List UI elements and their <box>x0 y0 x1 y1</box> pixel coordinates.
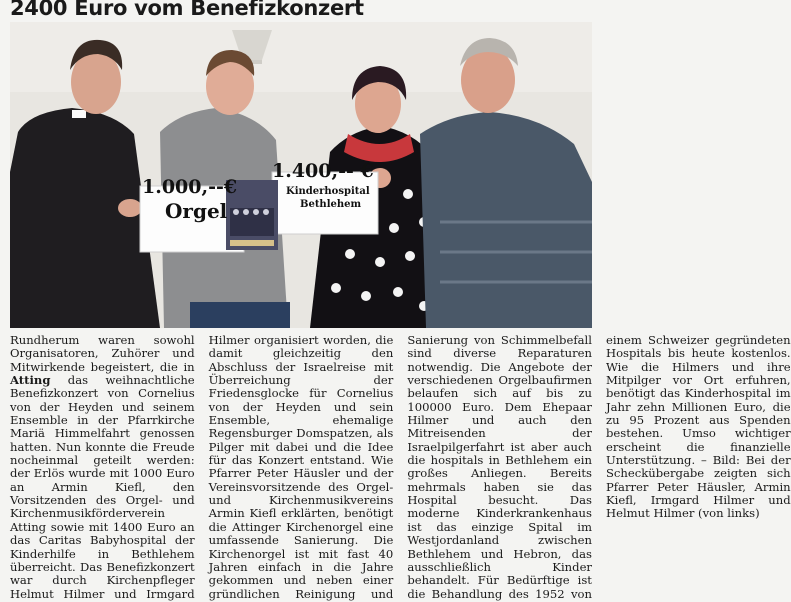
cheque-left-label: Orgel <box>165 199 228 223</box>
headline: 2400 Euro vom Benefizkonzert <box>10 0 364 20</box>
article-text-rest: das weihnachtliche Benefizkonzert von Cornelius von der Heyden und seinem Ensemble in der Pfarrkirche Mariä Himmelfahrt genossen hatten. Nun konnte die Freude nocheinmal geteilt werden: der Erlös wurde mit 1000 Euro an Armin Kiefl, den Vorsitzenden des Orgel- und Kirchenmusikförderverein Atting sowie mit 1400 Euro an das Caritas Babyhospital der Kinderhilfe in Bethlehem überreicht. Das Benefizkonzert war durch Kirchenpfleger Helmut Hilmer und Irmgard Hilmer organisiert worden, die damit gleichzeitig den Abschluss der Israelreise mit Überreichung der Friedensglocke für Cornelius von der Heyden und sein Ensemble, ehemalige Regensburger Domspatzen, als Pilger mit dabei und die Idee für das Konzert entstand. Wie Pfarrer Peter Häusler und der Vereinsvorsitzende des Orgel- und Kirchenmusikvereins Armin Kiefl erklärten, benötigt die Attinger Kirchenorgel eine umfassende Sanierung. Die Kirchenorgel ist mit fast 40 Jahren einfach in die Jahre gekommen und neben einer gründlichen Reinigung und Sanierung von Schimmelbefall sind diverse Reparaturen notwendig. Die Angebote der verschiedenen Orgelbaufirmen belaufen sich auf bis zu 100000 Euro. Dem Ehepaar Hilmer und auch den Mitreisenden der Israelpilgerfahrt ist aber auch die hospitals in Bethlehem ein großes Anliegen. Bereits mehrmals haben sie das Hospital besucht. Das moderne Kinderkrankenhaus ist das einzige Spital im Westjordanland zwischen Bethlehem und Hebron, das ausschließlich Kinder behandelt. Für Bedürftige ist die Behandlung des 1952 von einem Schweizer gegründeten Hospitals bis heute kostenlos. Wie die Hilmers und ihre Mitpilger vor Ort erfuhren, benötigt das Kinderhospital im Jahr zehn Millionen Euro, die zu 95 Prozent aus Spenden bestehen. Umso wichtiger erscheint die finanzielle Unterstützung. – Bild: Bei der Scheckübergabe zeigten sich Pfarrer Peter Häusler, Armin Kiefl, Irmgard Hilmer und Helmut Hilmer (von links) <box>10 333 791 601</box>
cheque-left-amount: 1.000,--€ <box>142 176 238 198</box>
cheque-right-amount: 1.400,-- € <box>272 160 374 182</box>
article-body <box>10 333 791 602</box>
article-highlight-town: Atting <box>10 373 51 388</box>
cheque-right-label-line2: Bethlehem <box>300 199 362 210</box>
cheque-right-label-line1: Kinderhospital <box>286 186 370 197</box>
article-text-start: Rundherum waren sowohl Organisatoren, Zuhörer und Mitwirkende begeistert, die in <box>10 333 195 374</box>
article-paragraph <box>10 334 791 602</box>
